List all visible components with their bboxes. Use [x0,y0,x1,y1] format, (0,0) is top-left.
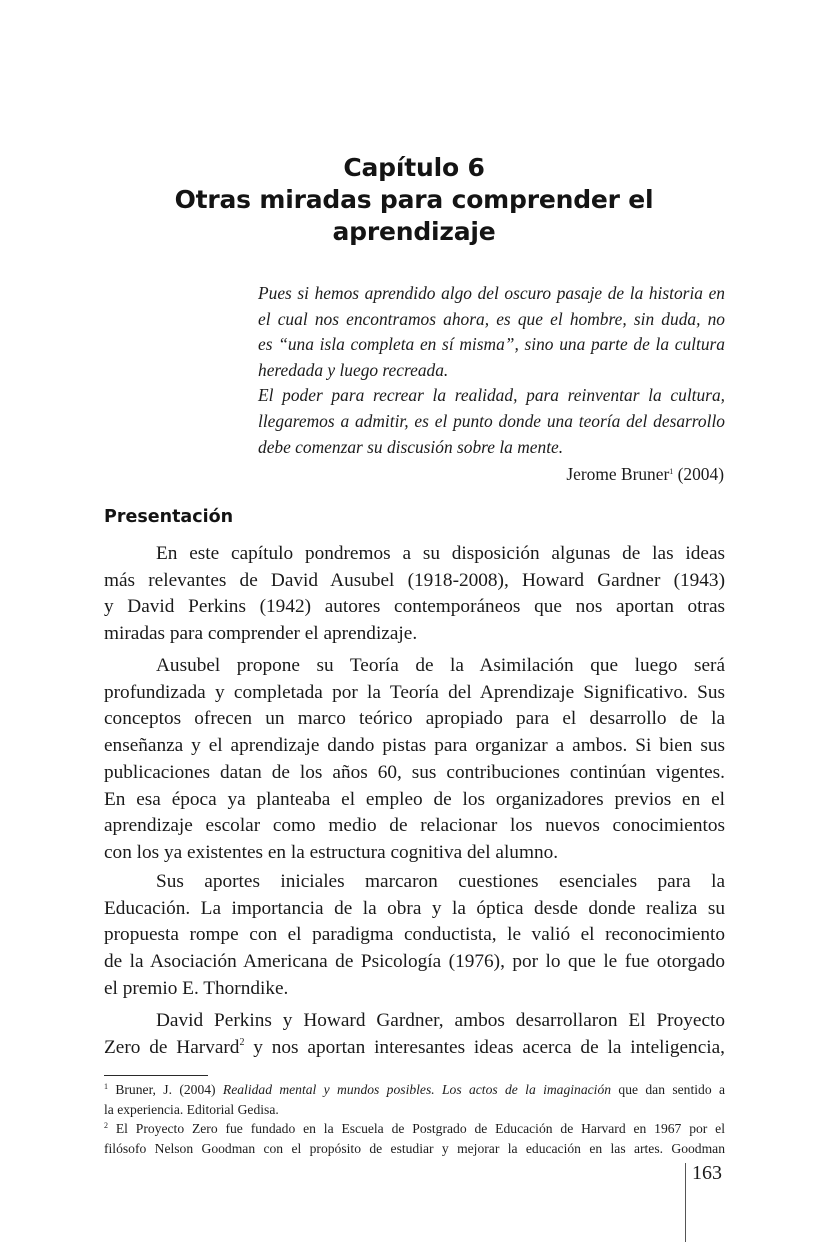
chapter-number: Capítulo 6 [343,153,485,182]
text-line: enseñanza y el aprendizaje dando pistas para organizar a ambos. Si bien sus [104,735,725,757]
epigraph-line: el cual nos encontramos ahora, es que el hombre, sin duda, no [258,308,725,329]
section-heading: Presentación [104,507,234,527]
epigraph-year: (2004) [677,464,724,484]
page-number: 163 [692,1162,722,1184]
epigraph-author: Jerome Bruner [566,464,670,484]
footnote-number: 1 [104,1082,108,1091]
epigraph-attribution [566,459,724,487]
footnote-book-title: Realidad mental y mundos posibles. Los actos de la imaginación [222,1082,612,1097]
paragraph-1 [104,541,725,648]
text-line: con los ya existentes en la estructura cognitiva del alumno. [104,841,559,863]
chapter-title-line-2: aprendizaje [332,217,496,246]
footnote-2-cont: filósofo Nelson Goodman con el propósito de estudiar y mejorar la educación en las artes. Goodman [104,1140,725,1156]
text-line: David Perkins y Howard Gardner, ambos desarrollaron El Proyecto [156,1010,725,1031]
epigraph-line: Pues si hemos aprendido algo del oscuro pasaje de la historia en [258,283,725,303]
paragraph-3 [104,869,725,1003]
text-line: En este capítulo pondremos a su disposición algunas de las ideas [156,543,725,564]
text-line: más relevantes de David Ausubel (1918-2008), Howard Gardner (1943) [104,569,725,591]
footnote-2: $^2$ El Proyecto Zero fue fundado en la Escuela de Postgrado de Educación de Harvard en 1967 por el [104,1121,725,1136]
text-line: el premio E. Thorndike. [104,977,289,999]
epigraph-line: El poder para recrear la realidad, para reinventar la cultura, [258,385,725,406]
epigraph-line: debe comenzar su discusión sobre la mente. [258,436,564,457]
epigraph-quote [258,281,725,460]
footnote-divider [104,1075,208,1076]
paragraph-2 [104,653,725,867]
text-line: y David Perkins (1942) autores contemporáneos que nos aportan otras [104,596,725,618]
epigraph-line: es “una isla completa en sí misma”, sino una parte de la cultura [258,334,725,355]
footnote-ref-1[interactable]: 1 [669,467,674,476]
chapter-title [150,152,678,248]
text-line: Sus aportes iniciales marcaron cuestiones esenciales para la [156,871,725,892]
footnote-1-cont: la experiencia. Editorial Gedisa. [104,1101,279,1117]
text-line: publicaciones datan de los años 60, sus contribuciones continúan vigentes. [104,761,725,783]
text-line: conceptos ofrecen un marco teórico apropiado para el desarrollo de la [104,708,725,730]
chapter-title-line-1: Otras miradas para comprender el [174,185,654,214]
epigraph-line: llegaremos a admitir, es el punto donde una teoría del desarrollo [258,410,725,431]
footnote-1: $^1$ Bruner, J. (2004) Realidad mental y mundos posibles. Los actos de la imaginación que dan sentido a [104,1082,725,1097]
text-line: Ausubel propone su Teoría de la Asimilación que luego será [156,655,725,676]
epigraph-line: heredada y luego recreada. [258,359,449,380]
text-line: propuesta rompe con el paradigma conductista, le valió el reconocimiento [104,924,725,946]
text-line: Zero de Harvard$^2$ y nos aportan interesantes ideas acerca de la inteligencia, [104,1036,725,1058]
footnotes [104,1080,725,1158]
text-line: Educación. La importancia de la obra y la óptica desde donde realiza su [104,897,725,919]
footnote-number: 2 [104,1121,108,1130]
text-line: profundizada y completada por la Teoría del Aprendizaje Significativo. Sus [104,681,725,703]
paragraph-4 [104,1008,725,1061]
text-line: miradas para comprender el aprendizaje. [104,623,418,645]
footnote-ref-2[interactable]: 2 [239,1036,245,1048]
page-number-rule [685,1163,686,1242]
text-line: de la Asociación Americana de Psicología (1976), por lo que le fue otorgado [104,951,725,973]
text-line: aprendizaje escolar como medio de relacionar los nuevos conocimientos [104,815,725,837]
text-line: En esa época ya planteaba el empleo de los organizadores previos en el [104,788,725,810]
